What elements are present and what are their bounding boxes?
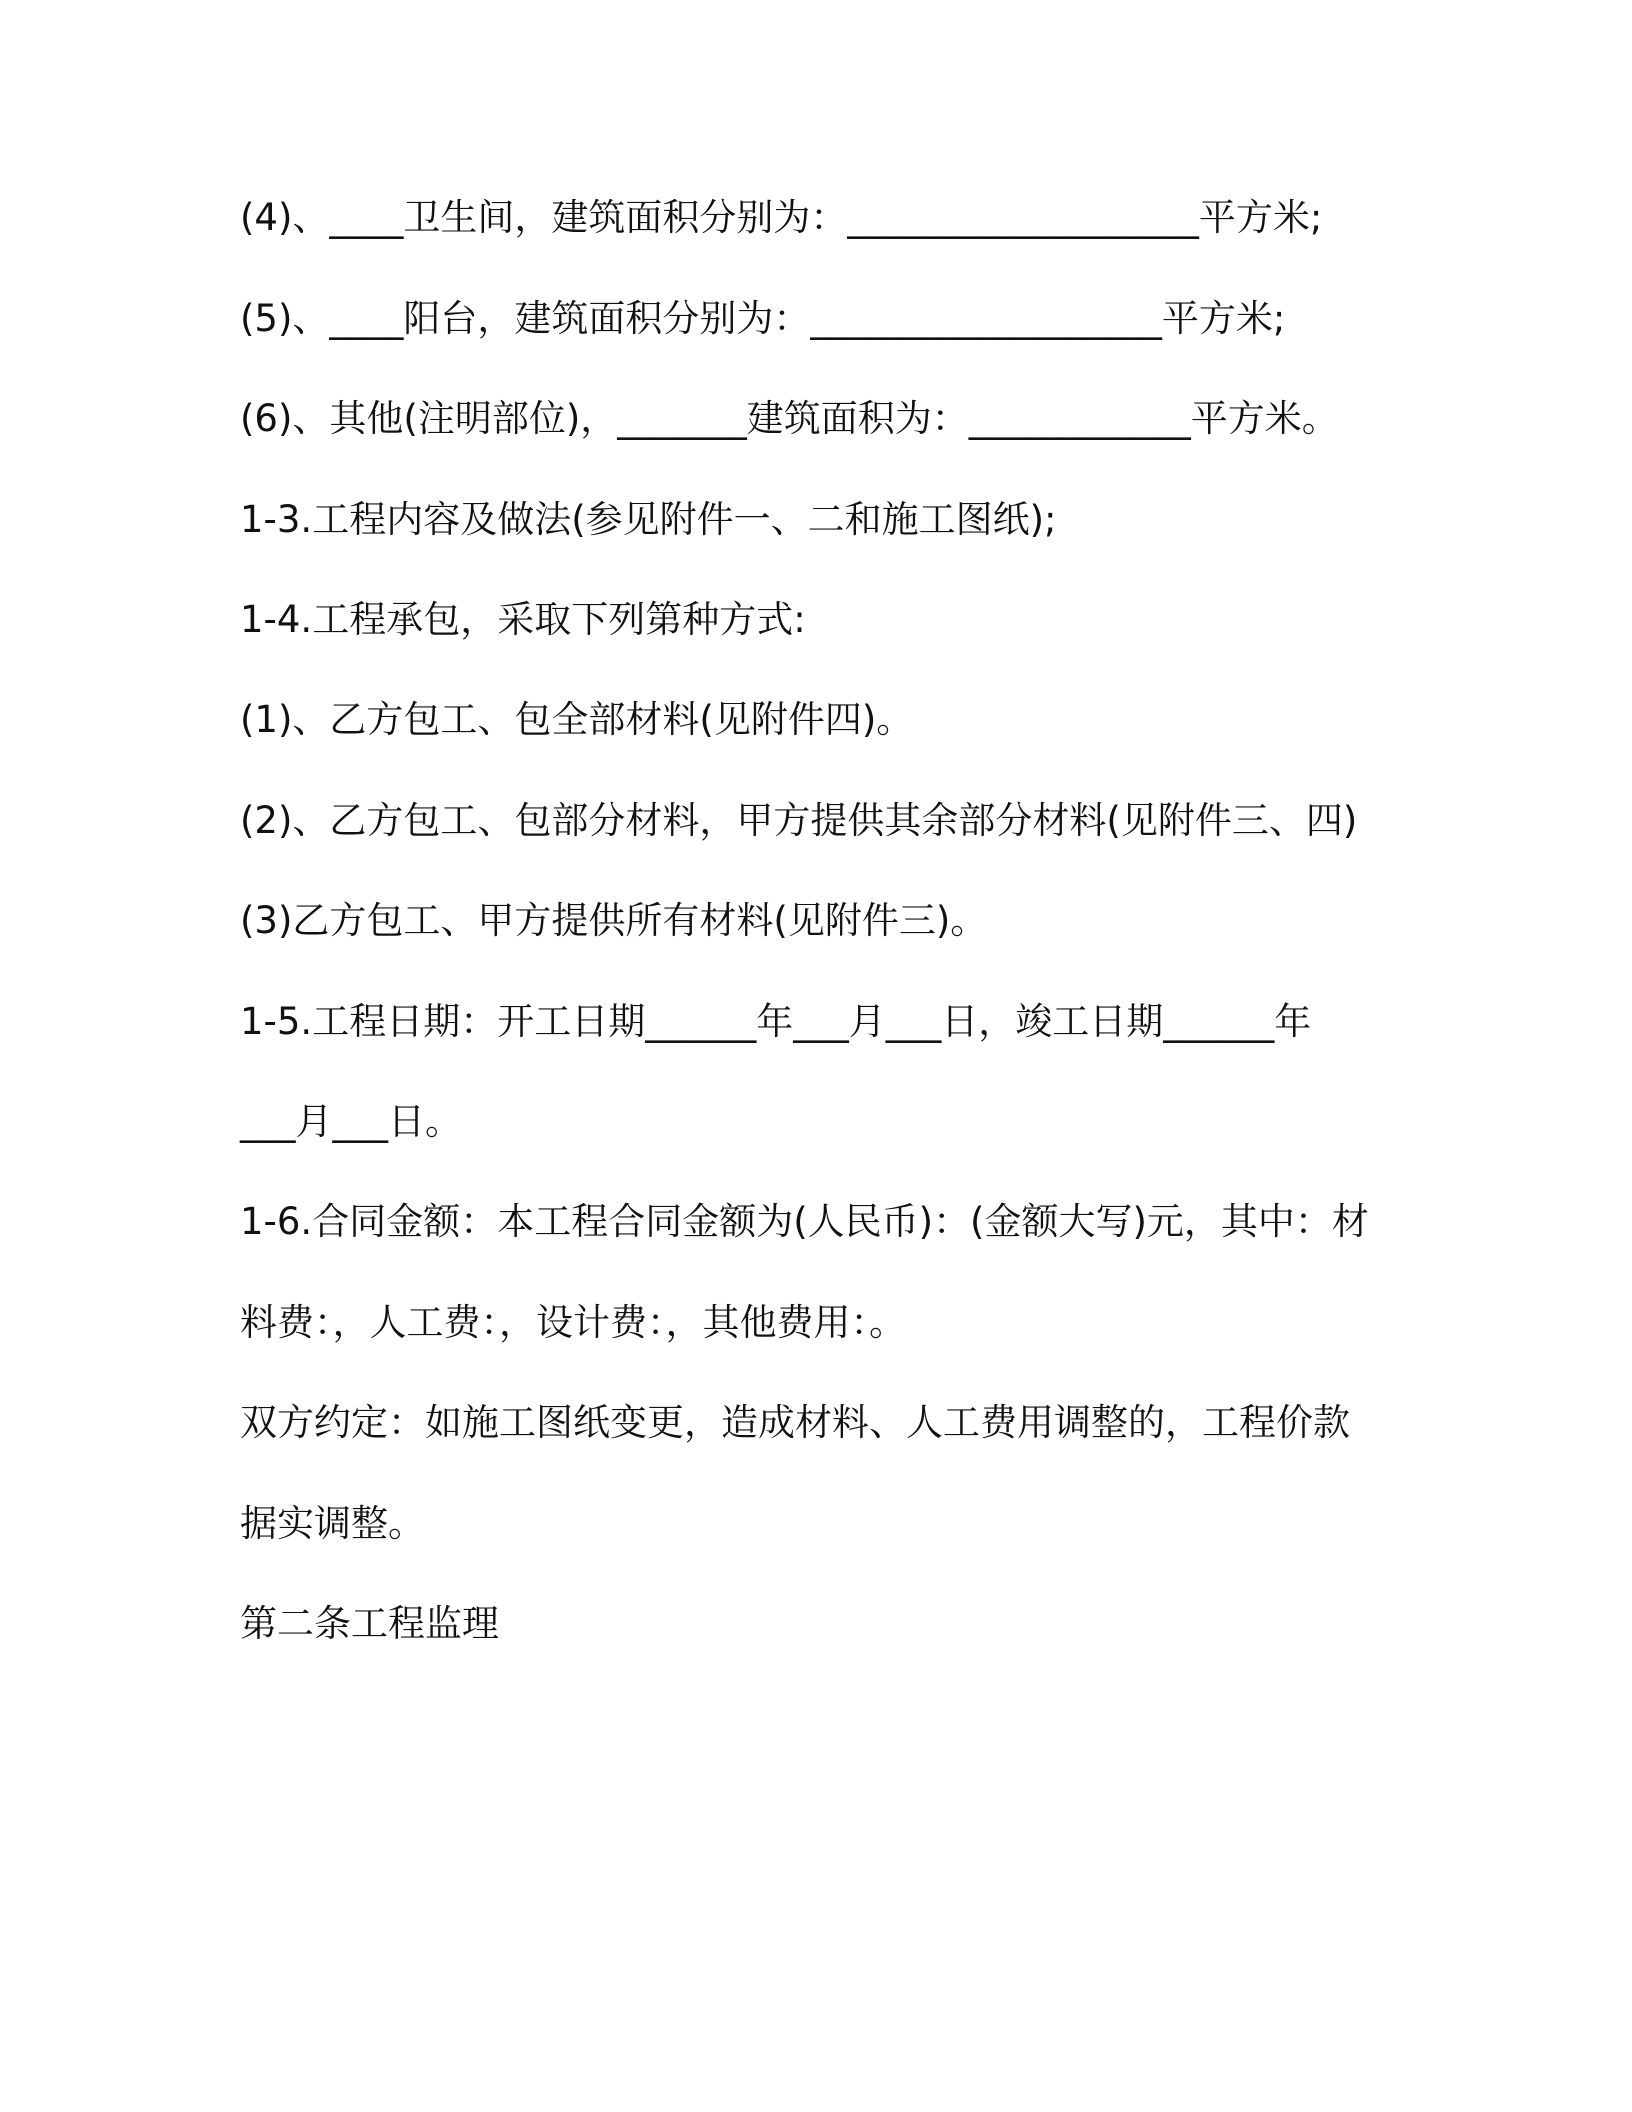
item-5-balcony-area: (5)、____阳台，建筑面积分别为：___________________平方米; [240, 297, 1286, 340]
clause-1-5: 1-5.工程日期：开工日期______年___月___日，竣工日期______年 [240, 1000, 1312, 1043]
article-2-heading: 第二条工程监理 [240, 1602, 499, 1645]
item-6-other-area: (6)、其他(注明部位)，_______建筑面积为：____________平方米。 [240, 397, 1339, 440]
clause-1-6-continued: 料费：，人工费：，设计费：，其他费用：。 [240, 1301, 906, 1344]
clause-1-4: 1-4.工程承包，采取下列第种方式: [240, 598, 806, 641]
clause-1-3: 1-3.工程内容及做法(参见附件一、二和施工图纸); [240, 498, 1057, 541]
clause-1-6: 1-6.合同金额：本工程合同金额为(人民币)：(金额大写)元，其中：材 [240, 1200, 1369, 1243]
mutual-agreement: 双方约定：如施工图纸变更，造成材料、人工费用调整的，工程价款 [240, 1401, 1350, 1444]
option-3: (3)乙方包工、甲方提供所有材料(见附件三)。 [240, 899, 988, 942]
option-1: (1)、乙方包工、包全部材料(见附件四)。 [240, 698, 914, 741]
item-4-bathroom-area: (4)、____卫生间，建筑面积分别为：___________________平方米; [240, 196, 1323, 239]
option-2: (2)、乙方包工、包部分材料，甲方提供其余部分材料(见附件三、四) [240, 799, 1358, 842]
mutual-agreement-continued: 据实调整。 [240, 1502, 425, 1545]
clause-1-5-continued: ___月___日。 [240, 1100, 462, 1143]
